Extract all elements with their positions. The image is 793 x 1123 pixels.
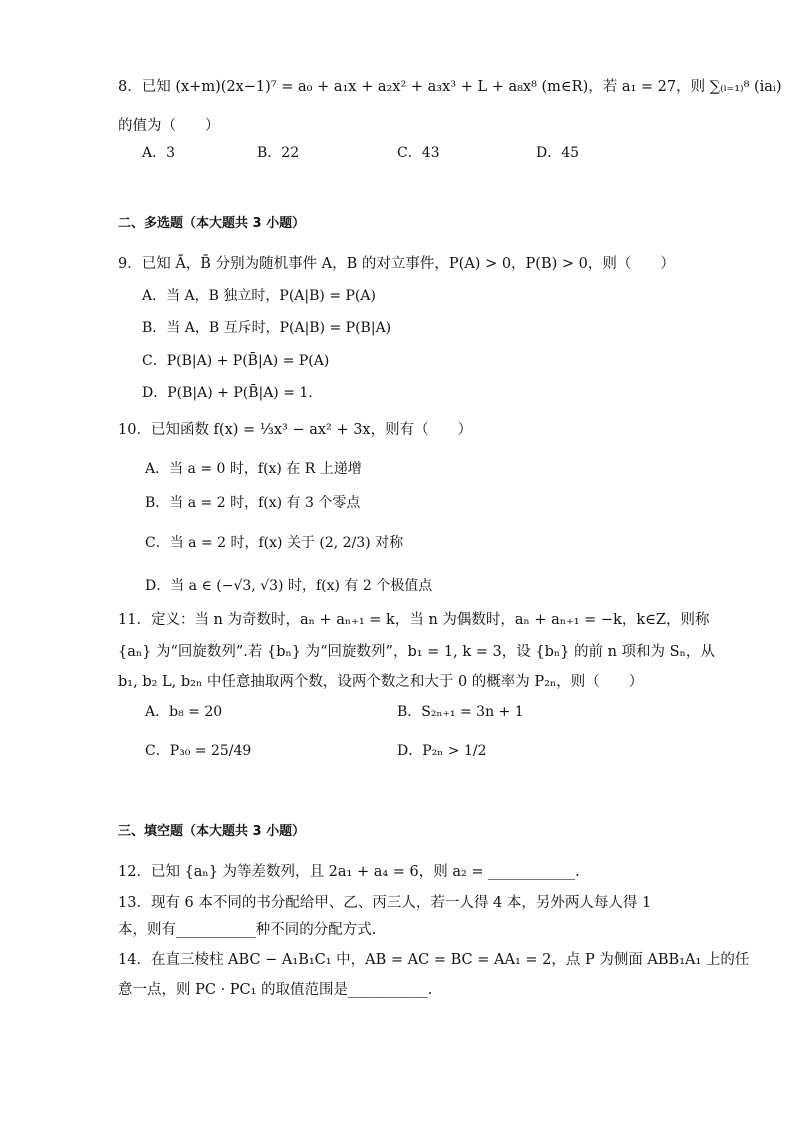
question-11-stem-line-1: 11．定义：当 n 为奇数时，aₙ + aₙ₊₁ = k，当 n 为偶数时，aₙ + aₙ₊₁ = −k，k∈Z，则称 [118,612,710,628]
question-11-stem-line-3: b₁, b₂ L, b₂ₙ 中任意抽取两个数，设两个数之和大于 0 的概率为 P₂ₙ，则（ ） [118,674,644,690]
question-8-option-d: D．45 [536,145,580,161]
question-8-stem-continued: 的值为（ ） [118,118,220,134]
question-13-stem-line-2: 本，则有___________种不同的分配方式. [118,922,377,938]
question-9-option-a: A．当 A，B 独立时，P(A|B) = P(A) [142,288,376,304]
question-11-option-b: B．S₂ₙ₊₁ = 3n + 1 [397,704,524,720]
question-11-stem-line-2: {aₙ} 为“回旋数列”.若 {bₙ} 为“回旋数列”，b₁ = 1, k = 3，设 {bₙ} 的前 n 项和为 Sₙ，从 [118,644,715,660]
question-9-option-b: B．当 A，B 互斥时，P(A|B) = P(B|A) [142,320,392,336]
question-10-stem: 10．已知函数 f(x) = ⅓x³ − ax² + 3x，则有（ ） [118,422,473,438]
question-11-option-d: D．P₂ₙ > 1/2 [397,743,487,759]
question-10-option-b: B．当 a = 2 时，f(x) 有 3 个零点 [145,495,361,511]
question-9-stem: 9．已知 Ā，B̄ 分别为随机事件 A，B 的对立事件，P(A) > 0，P(B) > 0，则（ ） [118,256,675,272]
question-9-option-d: D．P(B|A) + P(B̄|A) = 1. [142,385,313,401]
section-2-heading: 二、多选题（本大题共 3 小题） [118,216,306,231]
question-10-option-d: D．当 a ∈ (−√3, √3) 时，f(x) 有 2 个极值点 [145,578,433,594]
question-8-option-b: B．22 [257,145,300,161]
question-8-option-a: A．3 [142,145,176,161]
question-10-option-a: A．当 a = 0 时，f(x) 在 R 上递增 [145,461,362,477]
question-14-stem-line-2: 意一点，则 PC · PC₁ 的取值范围是___________. [118,982,433,998]
question-8-stem: 8．已知 (x+m)(2x−1)⁷ = a₀ + a₁x + a₂x² + a₃x³ + L + a₈x⁸ (m∈R)，若 a₁ = 27，则 ∑₍ᵢ₌₁₎⁸ (iaᵢ) [118,79,782,95]
question-11-option-c: C．P₃₀ = 25/49 [145,743,252,759]
question-14-stem-line-1: 14．在直三棱柱 ABC − A₁B₁C₁ 中，AB = AC = BC = AA₁ = 2，点 P 为侧面 ABB₁A₁ 上的任 [118,952,750,968]
question-10-option-c: C．当 a = 2 时，f(x) 关于 (2, 2/3) 对称 [145,535,404,551]
section-3-heading: 三、填空题（本大题共 3 小题） [118,824,306,839]
question-12-stem: 12．已知 {aₙ} 为等差数列，且 2a₁ + a₄ = 6，则 a₂ = ____________. [118,864,580,880]
question-8-option-c: C．43 [397,145,440,161]
question-13-stem-line-1: 13．现有 6 本不同的书分配给甲、乙、丙三人，若一人得 4 本，另外两人每人得 1 [118,895,652,911]
question-9-option-c: C．P(B|A) + P(B̄|A) = P(A) [142,353,330,369]
question-11-option-a: A．b₈ = 20 [145,704,223,720]
